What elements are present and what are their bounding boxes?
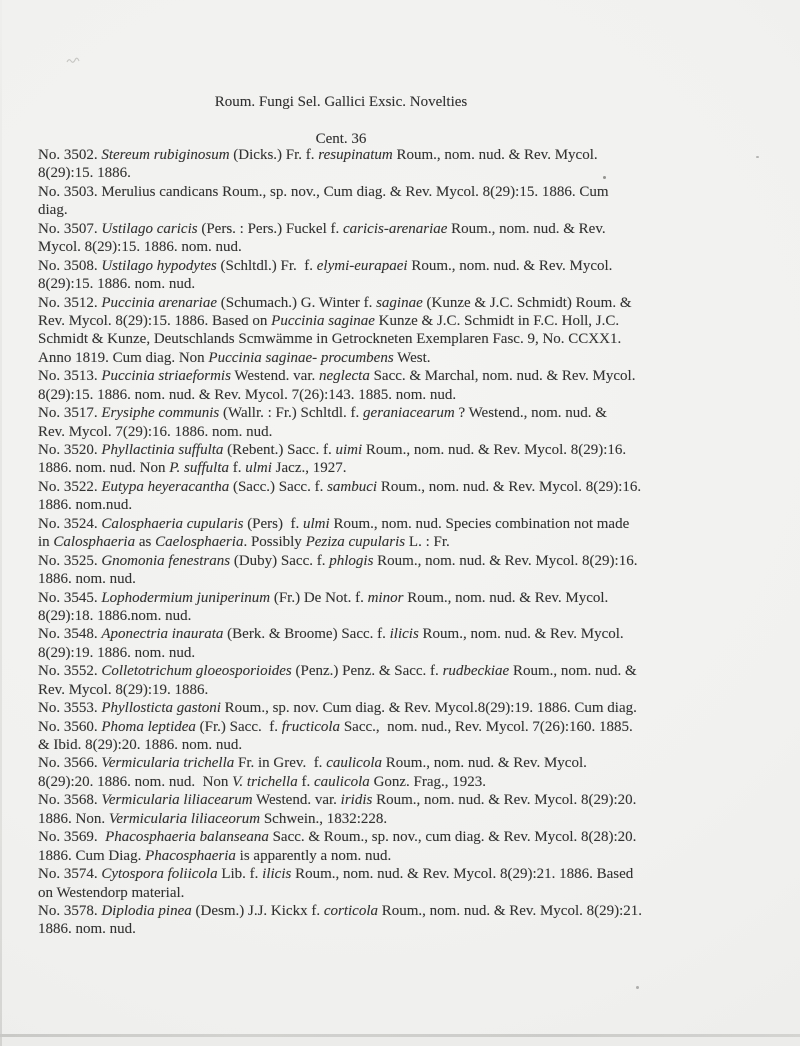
ink-dot: [603, 176, 606, 179]
text-line: No. 3508. Ustilago hypodytes (Schltdl.) Fr. f. elymi-eurapaei Roum., nom. nud. & Rev. Mycol.: [38, 257, 613, 274]
text-line: No. 3503. Merulius candicans Roum., sp. nov., Cum diag. & Rev. Mycol. 8(29):15. 1886. Cum: [38, 183, 609, 200]
text-line: 8(29):19. 1886. nom. nud.: [38, 644, 196, 661]
text-line: Rev. Mycol. 7(29):16. 1886. nom. nud.: [38, 423, 273, 440]
text-line: 1886. nom. nud.: [38, 571, 136, 588]
text-line: & Ibid. 8(29):20. 1886. nom. nud.: [38, 737, 243, 753]
scan-bottom-margin: [0, 1037, 800, 1046]
text-line: No. 3524. Calosphaeria cupularis (Pers) f. ulmi Roum., nom. nud. Species combination not made: [38, 515, 630, 532]
text-line: 8(29):15. 1886. nom. nud. & Rev. Mycol. 7(26):143. 1885. nom. nud.: [38, 386, 457, 403]
text-line: No. 3568. Vermicularia liliacearum Westend. var. iridis Roum., nom. nud. & Rev. Mycol. 8(29):20.: [38, 792, 637, 809]
text-line: No. 3548. Aponectria inaurata (Berk. & Broome) Sacc. f. ilicis Roum., nom. nud. & Rev. Mycol.: [38, 626, 624, 643]
pencil-squiggle-mark: [66, 56, 80, 65]
text-line: Rev. Mycol. 8(29):19. 1886.: [38, 681, 209, 698]
text-line: Mycol. 8(29):15. 1886. nom. nud.: [38, 239, 242, 256]
text-line: No. 3513. Puccinia striaeformis Westend. var. neglecta Sacc. & Marchal, nom. nud. & Rev. Mycol.: [38, 368, 636, 385]
scan-left-edge: [0, 0, 2, 1046]
text-line: 8(29):20. 1886. nom. nud. Non V. trichella f. caulicola Gonz. Frag., 1923.: [38, 773, 487, 790]
scan-speck: [636, 986, 639, 989]
text-line: No. 3574. Cytospora foliicola Lib. f. ilicis Roum., nom. nud. & Rev. Mycol. 8(29):21. 1886. Based: [38, 866, 634, 883]
text-line: No. 3560. Phoma leptidea (Fr.) Sacc. f. fructicola Sacc., nom. nud., Rev. Mycol. 7(26):160. 1885.: [38, 718, 633, 735]
text-line: No. 3566. Vermicularia trichella Fr. in Grev. f. caulicola Roum., nom. nud. & Rev. Mycol.: [38, 755, 587, 772]
document-body: [38, 146, 778, 939]
text-line: 1886. nom. nud.: [38, 921, 136, 938]
text-line: on Westendorp material.: [38, 884, 185, 901]
text-line: No. 3517. Erysiphe communis (Wallr. : Fr.) Schltdl. f. geraniacearum ? Westend., nom. nud. &: [38, 405, 607, 422]
text-line: No. 3512. Puccinia arenariae (Schumach.) G. Winter f. saginae (Kunze & J.C. Schmidt) Roum. &: [38, 294, 632, 311]
text-line: Anno 1819. Cum diag. Non Puccinia saginae- procumbens West.: [38, 349, 431, 366]
text-line: Schmidt & Kunze, Deutschlands Scmwämme in Getrockneten Exemplaren Fasc. 9, No. CCXX1.: [38, 331, 622, 348]
text-line: in Calosphaeria as Caelosphaeria. Possibly Peziza cupularis L. : Fr.: [38, 534, 450, 551]
scan-speck: [756, 156, 759, 158]
text-line: 1886. Non. Vermicularia liliaceorum Schwein., 1832:228.: [38, 810, 388, 827]
text-line: 1886. Cum Diag. Phacosphaeria is apparently a nom. nud.: [38, 847, 392, 864]
text-line: No. 3522. Eutypa heyeracantha (Sacc.) Sacc. f. sambuci Roum., nom. nud. & Rev. Mycol. 8(29):16.: [38, 478, 642, 495]
text-line: Rev. Mycol. 8(29):15. 1886. Based on Puccinia saginae Kunze & J.C. Schmidt in F.C. Holl, J.C.: [38, 312, 620, 329]
text-line: No. 3569. Phacosphaeria balanseana Sacc. & Roum., sp. nov., cum diag. & Rev. Mycol. 8(28):20.: [38, 829, 637, 846]
text-line: 8(29):18. 1886.nom. nud.: [38, 607, 192, 624]
text-line: 1886. nom.nud.: [38, 497, 133, 514]
text-line: 1886. nom. nud. Non P. suffulta f. ulmi Jacz., 1927.: [38, 460, 347, 477]
text-line: No. 3520. Phyllactinia suffulta (Rebent.) Sacc. f. uimi Roum., nom. nud. & Rev. Mycol. 8(29):16.: [38, 442, 627, 458]
text-line: No. 3507. Ustilago caricis (Pers. : Pers.) Fuckel f. caricis-arenariae Roum., nom. nud. & Rev.: [38, 220, 606, 237]
text-line: No. 3552. Colletotrichum gloeosporioides (Penz.) Penz. & Sacc. f. rudbeckiae Roum., nom. nud. &: [38, 663, 637, 680]
text-line: No. 3545. Lophodermium juniperinum (Fr.) De Not. f. minor Roum., nom. nud. & Rev. Mycol.: [38, 589, 609, 606]
text-line: diag.: [38, 202, 68, 219]
text-line: No. 3553. Phyllosticta gastoni Roum., sp. nov. Cum diag. & Rev. Mycol.8(29):19. 1886. Cum diag.: [38, 700, 637, 717]
text-line: No. 3578. Diplodia pinea (Desm.) J.J. Kickx f. corticola Roum., nom. nud. & Rev. Mycol. 8(29):21.: [38, 902, 643, 919]
section-heading: Cent. 36: [315, 131, 367, 147]
text-line: 8(29):15. 1886.: [38, 165, 131, 182]
text-line: No. 3502. Stereum rubiginosum (Dicks.) Fr. f. resupinatum Roum., nom. nud. & Rev. Mycol.: [38, 147, 598, 163]
text-line: No. 3525. Gnomonia fenestrans (Duby) Sacc. f. phlogis Roum., nom. nud. & Rev. Mycol. 8(29):16.: [38, 552, 638, 569]
text-line: 8(29):15. 1886. nom. nud.: [38, 276, 196, 293]
document-title: Roum. Fungi Sel. Gallici Exsic. Novelties: [214, 94, 468, 110]
